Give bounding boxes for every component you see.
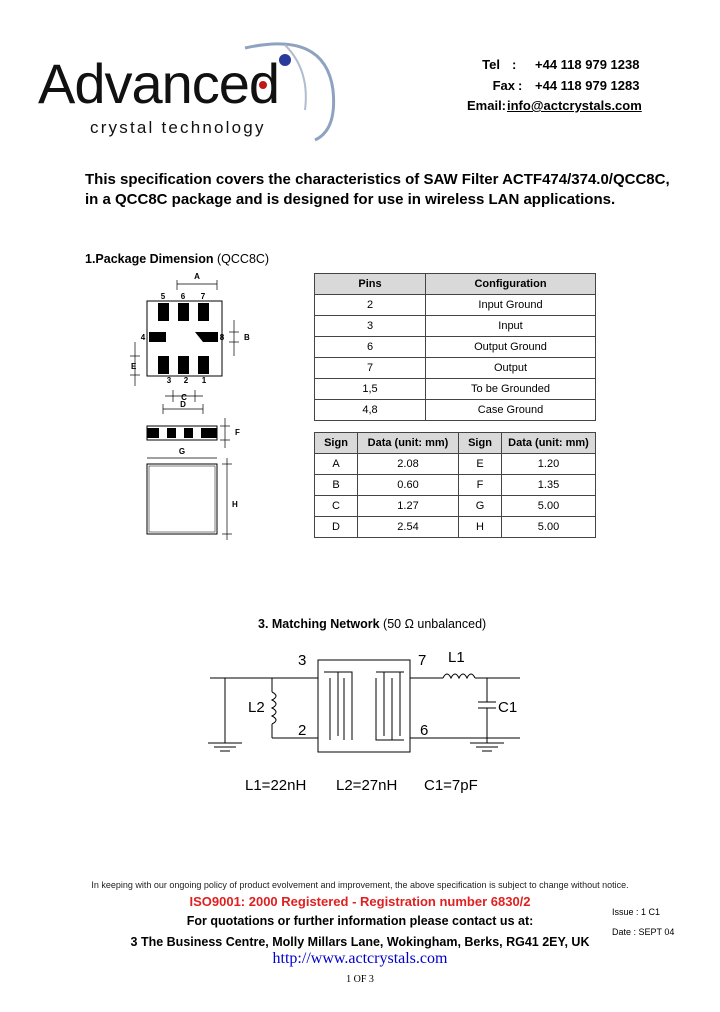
email-label: Email:	[467, 98, 507, 113]
svg-text:2: 2	[183, 376, 189, 385]
logo-tagline: crystal technology	[90, 118, 266, 137]
matching-heading: 3. Matching Network (50 Ω unbalanced)	[258, 617, 487, 631]
logo-brand: Advanced	[38, 52, 280, 115]
logo-orb-blue	[279, 54, 291, 66]
fax-sep: :	[518, 78, 523, 93]
table-row: 7 Output	[315, 358, 596, 379]
svg-text:4: 4	[140, 333, 146, 342]
svg-text:6: 6	[180, 292, 186, 301]
website-link[interactable]: http://www.actcrystals.com	[272, 950, 448, 967]
quotations-text: For quotations or further information please contact us at:	[186, 914, 534, 928]
svg-text:1: 1	[201, 376, 207, 385]
node-7: 7	[418, 652, 427, 669]
label-H: H	[232, 500, 238, 509]
value-L1: L1=22nH	[245, 777, 307, 794]
dimension-table: Sign Data (unit: mm) Sign Data (unit: mm) A 2.08 E 1.20 B 0.60 F 1.35 C 1.27 G 5.00 D 2.54 H 5.00	[314, 432, 596, 538]
svg-text:7: 7	[200, 292, 206, 301]
table-row: 1,5 To be Grounded	[315, 379, 596, 400]
label-L2: L2	[248, 699, 265, 716]
label-E: E	[131, 362, 137, 371]
intro-line-2: in a QCC8C package and is designed for use in wireless LAN applications.	[85, 191, 616, 208]
label-D: D	[180, 400, 186, 409]
configuration-header: Configuration	[426, 274, 596, 295]
tel-label: Tel	[482, 57, 500, 72]
label-C1: C1	[498, 699, 518, 716]
pins-table	[314, 273, 596, 421]
tel-sep: :	[512, 57, 517, 72]
company-address: 3 The Business Centre, Molly Millars Lane, Wokingham, Berks, RG41 2EY, UK	[130, 935, 590, 949]
node-2: 2	[298, 722, 307, 739]
table-row: 6 Output Ground	[315, 337, 596, 358]
table-row: A 2.08 E 1.20	[315, 454, 596, 475]
tel-value: +44 118 979 1238	[535, 57, 640, 72]
page-number: 1 OF 3	[346, 974, 374, 985]
table-row: D 2.54 H 5.00	[315, 517, 596, 538]
label-C: C	[181, 393, 187, 402]
email-link[interactable]: info@actcrystals.com	[507, 98, 642, 113]
label-L1: L1	[448, 649, 465, 666]
svg-text:3: 3	[166, 376, 172, 385]
table-row: 4,8 Case Ground	[315, 400, 596, 421]
iso-registration: ISO9001: 2000 Registered - Registration number 6830/2	[189, 894, 531, 909]
package-heading: 1.Package Dimension (QCC8C)	[85, 252, 270, 266]
table-row: C 1.27 G 5.00	[315, 496, 596, 517]
fax-value: +44 118 979 1283	[535, 78, 640, 93]
table-row: 3 Input	[315, 316, 596, 337]
label-F: F	[235, 428, 240, 437]
node-6: 6	[420, 722, 429, 739]
table-row: 2 Input Ground	[315, 295, 596, 316]
svg-text:8: 8	[219, 333, 225, 342]
label-A: A	[194, 272, 200, 281]
intro-text	[85, 170, 685, 210]
label-B: B	[244, 333, 250, 342]
pins-header: Pins	[315, 274, 426, 295]
intro-line-1: This specification covers the characteristics of SAW Filter ACTF474/374.0/QCC8C,	[85, 171, 670, 188]
policy-note: In keeping with our ongoing policy of product evolvement and improvement, the above specification is subject to change without notice.	[91, 880, 629, 890]
fax-label: Fax	[492, 78, 515, 93]
matching-network-schematic	[200, 640, 530, 800]
value-C1: C1=7pF	[424, 777, 478, 794]
table-row: B 0.60 F 1.35	[315, 475, 596, 496]
node-3: 3	[298, 652, 307, 669]
package-drawing	[125, 268, 265, 548]
date-label: Date : SEPT 04	[612, 927, 675, 937]
value-L2: L2=27nH	[336, 777, 398, 794]
svg-text:5: 5	[160, 292, 166, 301]
label-G: G	[178, 447, 186, 456]
issue-label: Issue : 1 C1	[612, 907, 661, 917]
